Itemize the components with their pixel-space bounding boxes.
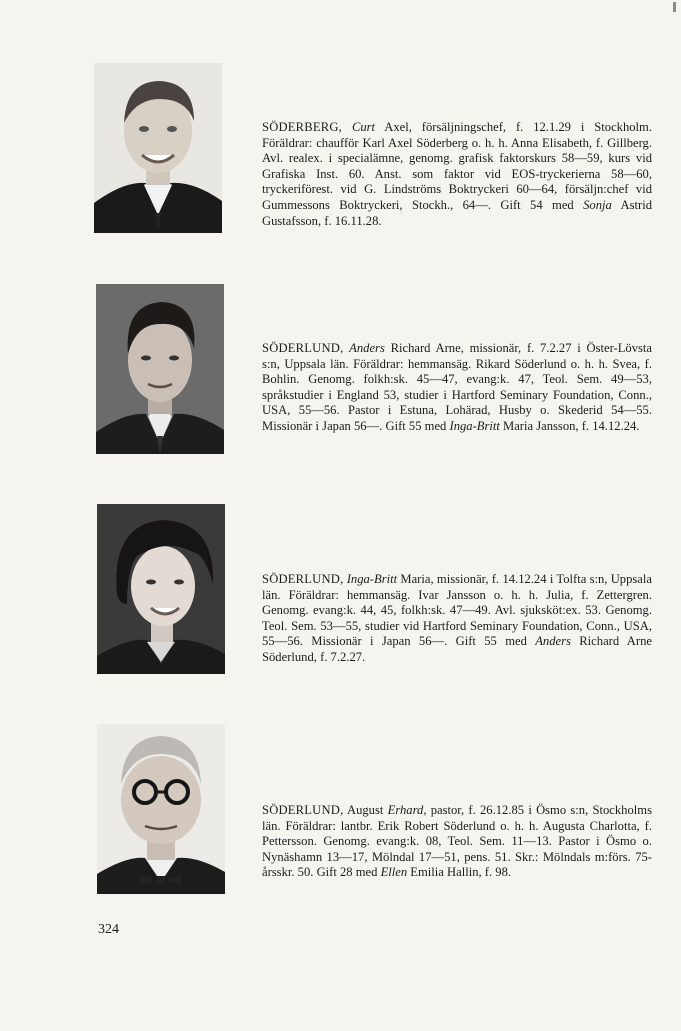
entry-surname: SÖDERBERG, (262, 120, 343, 134)
entry-bio-text-end: Astrid Gustafsson, f. 16.11.28. (262, 197, 652, 228)
biography-entry-4 (262, 803, 652, 881)
entry-bio-text: Axel, försäljningschef, f. 12.1.29 i Stockholm. Föräldrar: chaufför Karl Axel Söderberg o. h. h. Anna Elisabeth, f. Gillberg. Avl. realex. i specialämne, genomg. grafisk faktorskurs 58—59, kurs vid Grafiska Inst. 60. Anst. som faktor vid EOS-tryckerierna 58—60, tryckeriförest. vid G. Lindströms Boktryckeri 60—64, försäljn:chef vid Gummessons Boktryckeri, Stockh., 64—. Gift 54 med (262, 120, 652, 212)
entry-surname: SÖDERLUND, (262, 572, 344, 586)
biography-entry-2 (262, 341, 652, 435)
portrait-elderly-man-glasses-icon (97, 724, 225, 894)
entry-spouse-name: Inga-Britt (449, 418, 500, 433)
portrait-young-man-icon (94, 63, 222, 233)
entry-bio-text-end: Emilia Hallin, f. 98. (407, 865, 512, 880)
entry-bio-text: Richard Arne, missionär, f. 7.2.27 i Öster-Lövsta s:n, Uppsala län. Föräldrar: hemmansäg. Rikard Söderlund o. h. h. Svea, f. Bohlin. Genomg. folkh:sk. 45—47, evang:k. 47, Teol. Sem. 49—53, språkstudier i England 53, studier i Hartford Seminary Foundation, Conn., USA, 55—56. Pastor i Estuna, Lohärad, Husby o. Skederid 54—55. Missionär i Japan 56—. Gift 55 med (262, 341, 652, 433)
entry-bio-text: Maria, missionär, f. 14.12.24 i Tolfta s:n, Uppsala län. Föräldrar: hemmansäg. Ivar Jansson o. h. h. Julia, f. Zettergren. Genomg. evang:k. 44, 45, folkh:sk. 47—49. Avl. sjuksköt:ex. 53. Genomg. Teol. Sem. 53—55, studier vid Hartford Seminary Foundation, Conn., USA, 55—56. Missionär i Japan 56—. Gift 55 med (262, 572, 652, 649)
biography-entry-1 (262, 120, 652, 229)
page-edge-mark (673, 2, 676, 12)
entry-bio-text: , pastor, f. 26.12.85 i Ösmo s:n, Stockholms län. Föräldrar: lantbr. Erik Robert Söderlund o. h. h. Augusta Charlotta, f. Pettersson. Genomg. evang:k. 08, Teol. Sem. 11—13. Pastor i Ösmo o. Nynäshamn 13—17, Mölndal 17—51, pens. 51. Skr.: Mölndals m:förs. 75-årsskr. 50. Gift 28 med (262, 803, 652, 880)
entry-first-name: Curt (351, 120, 376, 134)
entry-first-name: Anders (349, 341, 385, 355)
page-number: 324 (98, 922, 119, 937)
entry-first-name: Inga-Britt (346, 572, 398, 586)
entry-first-name: August (346, 803, 384, 817)
portrait-photo-2 (96, 284, 224, 454)
entry-surname: SÖDERLUND, (262, 803, 344, 817)
portrait-photo-4 (97, 724, 225, 894)
entry-bio-text-end: Richard Arne Söderlund, f. 7.2.27. (262, 634, 652, 664)
entry-bio-text-end: Maria Jansson, f. 14.12.24. (499, 418, 640, 433)
entry-spouse-name: Ellen (380, 865, 408, 880)
portrait-woman-icon (97, 504, 225, 674)
entry-spouse-name: Anders (535, 634, 571, 649)
portrait-photo-1 (94, 63, 222, 233)
entry-first-name-italic: Erhard (387, 803, 424, 817)
portrait-man-suit-icon (96, 284, 224, 454)
portrait-photo-3 (97, 504, 225, 674)
biography-entry-3 (262, 572, 652, 666)
entry-spouse-name: Sonja (583, 197, 612, 212)
entry-surname: SÖDERLUND, (262, 341, 344, 355)
